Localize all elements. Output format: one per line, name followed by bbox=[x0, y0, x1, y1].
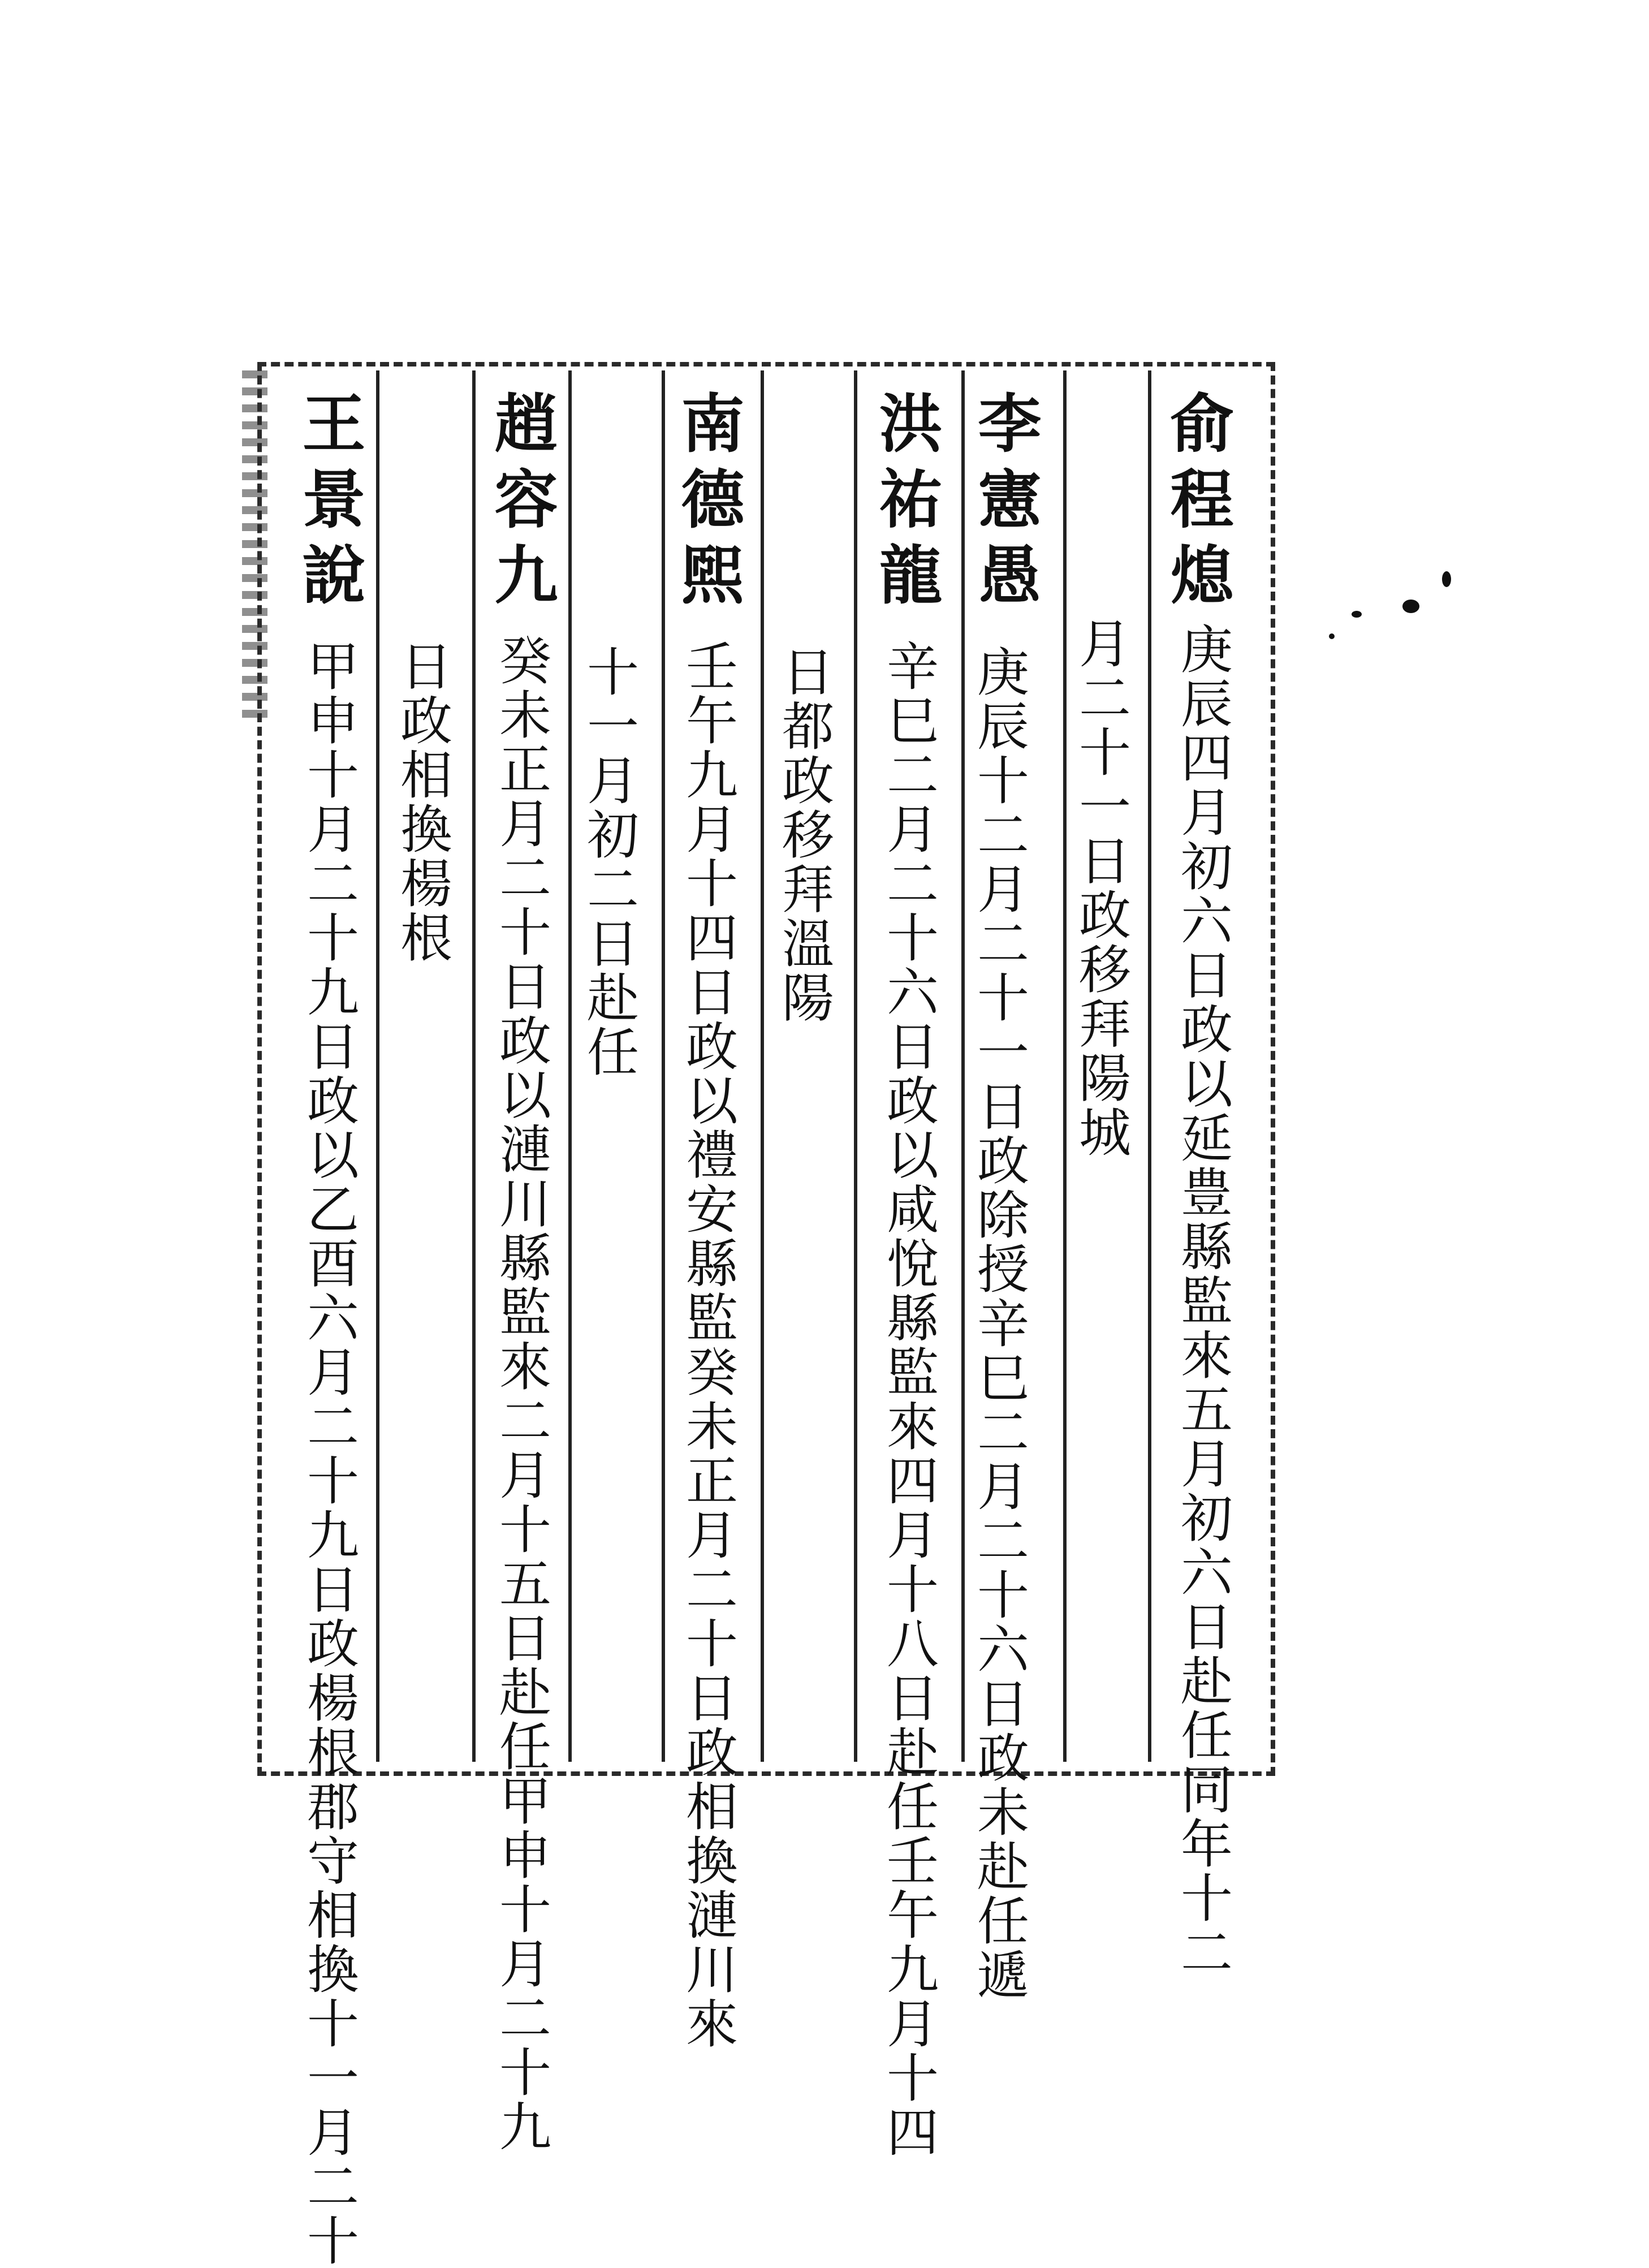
entry-record-line: 月二十一日政移拜陽城 bbox=[1070, 616, 1131, 1159]
entry-name: 李憲愚 bbox=[968, 390, 1042, 618]
entry-record-line: 日都政移拜溫陽 bbox=[774, 645, 834, 1025]
entry-record-line: 庚辰四月初六日政以延豊縣監來五月初六日赴任同年十二 bbox=[1172, 622, 1233, 1980]
entry-name: 俞程熄 bbox=[1160, 390, 1234, 618]
entry-record-line: 辛巳二月二十六日政以咸悅縣監來四月十八日赴任壬午九月十四 bbox=[878, 639, 939, 2159]
entry-name: 洪祐龍 bbox=[869, 390, 943, 618]
column-rule bbox=[472, 370, 476, 1762]
column-rule bbox=[854, 370, 857, 1762]
column-rule bbox=[961, 370, 965, 1762]
entry-name: 趙容九 bbox=[484, 390, 558, 618]
entry-record-line: 日政相換楊根 bbox=[392, 639, 452, 965]
column-rule bbox=[568, 370, 572, 1762]
column-rule bbox=[761, 370, 764, 1762]
entry-record-line: 甲申十月二十九日政以乙酉六月二十九日政楊根郡守相換十一月二十 bbox=[299, 639, 359, 2268]
entry-name: 南德煕 bbox=[671, 390, 745, 618]
column-rule bbox=[662, 370, 665, 1762]
entry-name: 王景說 bbox=[292, 390, 366, 618]
entry-record-line: 癸未正月二十日政以漣川縣監來二月十五日赴任甲申十月二十九 bbox=[491, 633, 551, 2154]
entry-record-line: 十一月初二日赴任 bbox=[579, 645, 639, 1079]
entry-record-line: 庚辰十二月二十一日政除授辛巳二月二十六日政未赴任遞 bbox=[969, 645, 1029, 2002]
column-rule bbox=[376, 370, 379, 1762]
column-rule bbox=[1063, 370, 1067, 1762]
ink-specks bbox=[1318, 554, 1459, 667]
column-rule bbox=[1148, 370, 1151, 1762]
entry-record-line: 壬午九月十四日政以禮安縣監癸未正月二十日政相換漣川來 bbox=[677, 639, 738, 2051]
